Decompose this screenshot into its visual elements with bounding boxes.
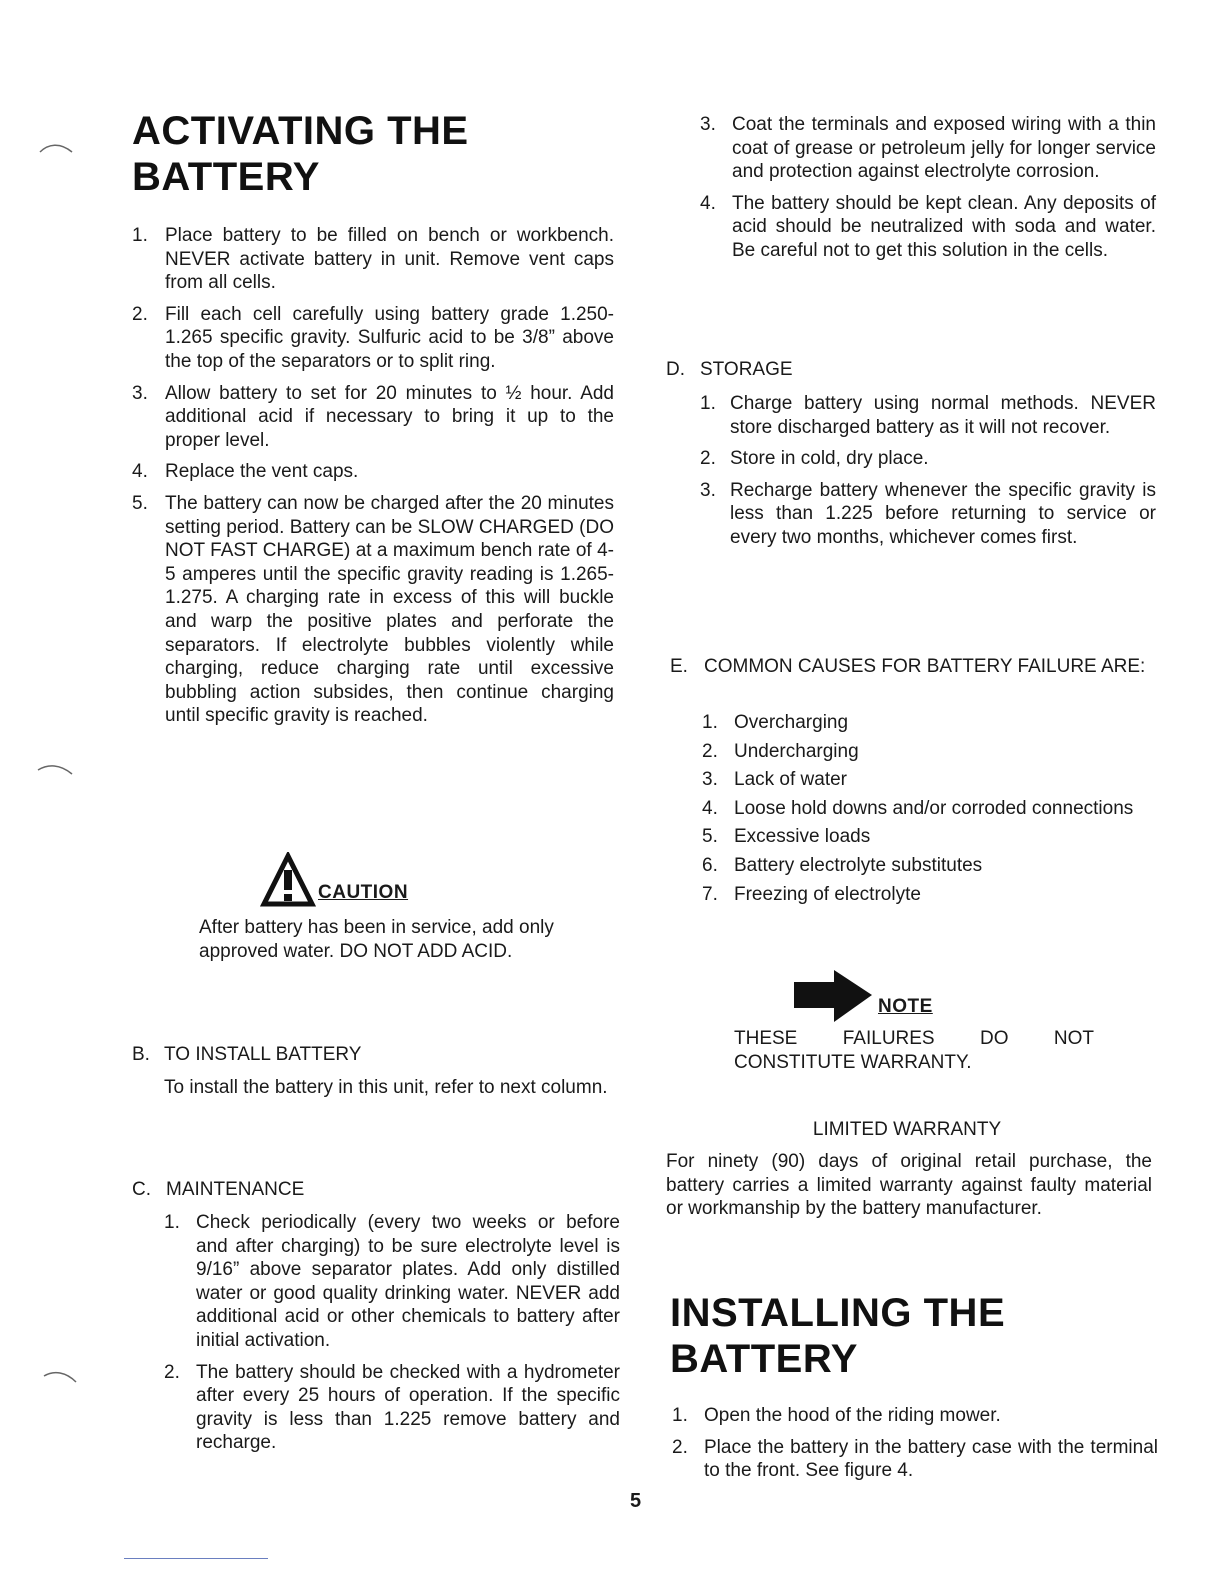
- list-item: 2. Fill each cell carefully using battery grade 1.250-1.265 specific gravity. Sulfuric acid to be 3/8” above the top of the separators or to split ring.: [132, 303, 614, 372]
- warning-triangle-icon: [260, 852, 316, 908]
- warranty-text: For ninety (90) days of original retail purchase, the battery carries a limited warranty against faulty material or workmanship by the battery manufacturer.: [666, 1151, 1152, 1220]
- list-item: 1. Overcharging: [702, 712, 849, 733]
- list-item: 2. Store in cold, dry place.: [700, 448, 929, 470]
- section-d-title: D. STORAGE: [666, 359, 793, 380]
- page-number: 5: [630, 1490, 642, 1512]
- list-item: 4. Loose hold downs and/or corroded connections: [702, 797, 1134, 819]
- caution-text: After battery has been in service, add only approved water. DO NOT ADD ACID.: [199, 917, 554, 962]
- heading-activating: ACTIVATING THE BATTERY: [132, 109, 469, 199]
- storage-steps: [700, 392, 1156, 550]
- warranty-title: LIMITED WARRANTY: [812, 1119, 1002, 1140]
- list-item: 5. The battery can now be charged after the 20 minutes setting period. Battery can be SLOW CHARGED (DO NOT FAST CHARGE) at a maximum bench rate of 4-5 amperes until the specific gravity reading is 1.265-1.275. A charging rate in excess of this will buckle and warp the positive plates and perforate the separators. If electrolyte bubbles violently while charging, reduce charging rate until excessive bubbling action subsides, then continue charging until specific gravity is reached.: [132, 492, 614, 727]
- list-item: 3. Coat the terminals and exposed wiring with a thin coat of grease or petroleum jelly for longer service and protection against electrolyte corrosion.: [700, 114, 1156, 183]
- section-b-text: To install the battery in this unit, refer to next column.: [164, 1077, 608, 1098]
- maintenance-steps: [164, 1211, 620, 1455]
- list-item: 1. Charge battery using normal methods. NEVER store discharged battery as it will not recover.: [700, 393, 1156, 438]
- list-item: 1. Check periodically (every two weeks or before and after charging) to be sure electrolyte level is 9/16” above separator plates. Add only distilled water or good quality drinking water. NEVER add additional acid or other chemicals to battery after initial activation.: [164, 1212, 620, 1351]
- list-item: 1. Place battery to be filled on bench or workbench. NEVER activate battery in unit. Remove vent caps from all cells.: [132, 225, 614, 294]
- scan-mark-icon: [38, 140, 78, 160]
- list-item: 2. Undercharging: [702, 740, 859, 762]
- scan-mark-icon: [36, 760, 76, 780]
- failure-causes-list: [702, 711, 1158, 906]
- section-c-title: C. MAINTENANCE: [132, 1179, 305, 1200]
- list-item: 4. The battery should be kept clean. Any deposits of acid should be neutralized with soda and water. Be careful not to get this solution in the cells.: [700, 192, 1156, 261]
- list-item: 3. Recharge battery whenever the specific gravity is less than 1.225 before returning to service or every two months, whichever comes first.: [700, 479, 1156, 548]
- heading-installing: INSTALLING THE BATTERY: [670, 1291, 1006, 1381]
- note-title: NOTE: [878, 996, 933, 1017]
- note-text: THESE FAILURES DO NOT CONSTITUTE WARRANTY.: [734, 1028, 1094, 1073]
- scan-mark-icon: [42, 1366, 82, 1386]
- bottom-rule: [124, 1558, 268, 1559]
- activation-steps: [132, 224, 614, 728]
- list-item: 3. Allow battery to set for 20 minutes to ½ hour. Add additional acid if necessary to bring it up to the proper level.: [132, 382, 614, 451]
- arrow-right-icon: [794, 968, 874, 1024]
- list-item: 1. Open the hood of the riding mower.: [672, 1405, 1001, 1426]
- list-item: 6. Battery electrolyte substitutes: [702, 854, 983, 876]
- list-item: 5. Excessive loads: [702, 826, 871, 848]
- list-item: 3. Lack of water: [702, 769, 847, 791]
- list-item: 7. Freezing of electrolyte: [702, 883, 921, 905]
- section-b-title: B. TO INSTALL BATTERY: [132, 1044, 362, 1065]
- caution-title: CAUTION: [318, 882, 409, 903]
- list-item: 2. The battery should be checked with a hydrometer after every 25 hours of operation. If the specific gravity is less than 1.225 remove battery and recharge.: [164, 1361, 620, 1454]
- install-steps: [672, 1404, 1158, 1483]
- list-item: 4. Replace the vent caps.: [132, 461, 359, 483]
- list-item: 2. Place the battery in the battery case with the terminal to the front. See figure 4.: [672, 1436, 1158, 1482]
- maintenance-steps-continued: [700, 113, 1156, 263]
- section-e-title: E. COMMON CAUSES FOR BATTERY FAILURE ARE:: [670, 656, 1146, 677]
